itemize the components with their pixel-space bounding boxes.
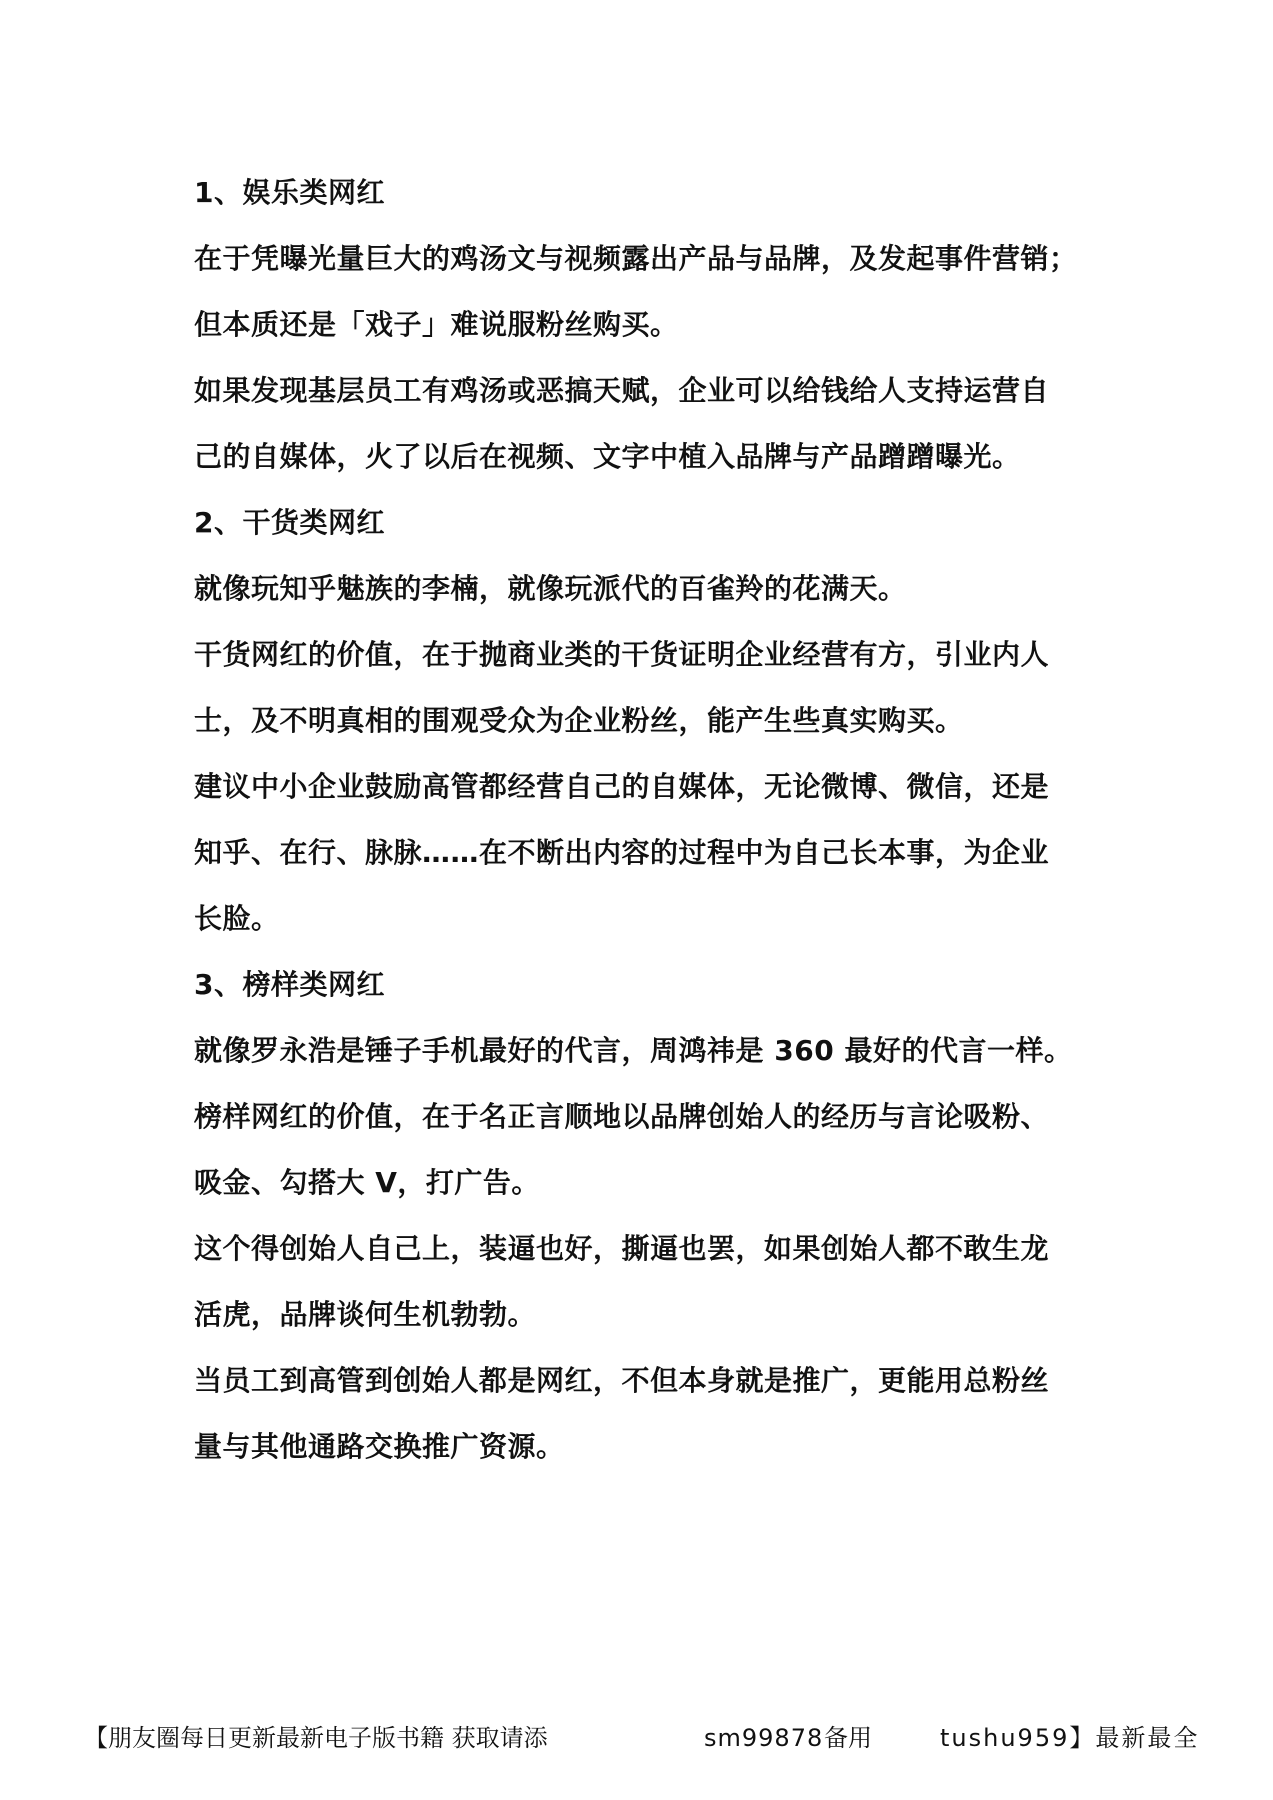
paragraph-line: 建议中小企业鼓励高管都经营自己的自媒体，无论微博、微信，还是 (194, 770, 1050, 803)
footer-watermark (84, 1718, 1204, 1758)
paragraph-line: 当员工到高管到创始人都是网红，不但本身就是推广，更能用总粉丝 (194, 1364, 1050, 1397)
paragraph-line: 就像罗永浩是锤子手机最好的代言，周鸿祎是 360 最好的代言一样。 (194, 1034, 1073, 1067)
paragraph-line: 就像玩知乎魅族的李楠，就像玩派代的百雀羚的花满天。 (194, 572, 907, 605)
footer-text-3: 备用 (824, 1724, 872, 1752)
paragraph-line: 活虎，品牌谈何生机勃勃。 (194, 1298, 537, 1331)
paragraph-line: 但本质还是「戏子」难说服粉丝购买。 (194, 308, 679, 341)
paragraph-line: 干货网红的价值，在于抛商业类的干货证明企业经营有方，引业内人 (194, 638, 1050, 671)
paragraph-line: 士，及不明真相的围观受众为企业粉丝，能产生些真实购买。 (194, 704, 964, 737)
footer-text-1: 【朋友圈每日更新最新电子版书籍 获取请添 (84, 1724, 548, 1752)
paragraph-line: 吸金、勾搭大 V，打广告。 (194, 1166, 540, 1199)
paragraph-line: 榜样网红的价值，在于名正言顺地以品牌创始人的经历与言论吸粉、 (194, 1100, 1050, 1133)
paragraph-line: 量与其他通路交换推广资源。 (194, 1430, 565, 1463)
paragraph-line: 如果发现基层员工有鸡汤或恶搞天赋，企业可以给钱给人支持运营自 (194, 374, 1050, 407)
paragraph-line: 知乎、在行、脉脉……在不断出内容的过程中为自己长本事，为企业 (194, 836, 1050, 869)
footer-text-4: tushu959】最新最全 (940, 1724, 1200, 1752)
section-heading-practical: 2、干货类网红 (194, 506, 385, 539)
paragraph-line: 在于凭曝光量巨大的鸡汤文与视频露出产品与品牌，及发起事件营销； (194, 242, 1078, 275)
paragraph-line: 长脸。 (194, 902, 280, 935)
footer-text-2: sm99878 (704, 1724, 824, 1752)
section-heading-role-model: 3、榜样类网红 (194, 968, 385, 1001)
document-body (194, 160, 1094, 1480)
section-heading-entertainment: 1、娱乐类网红 (194, 176, 385, 209)
paragraph-line: 己的自媒体，火了以后在视频、文字中植入品牌与产品蹭蹭曝光。 (194, 440, 1021, 473)
paragraph-line: 这个得创始人自己上，装逼也好，撕逼也罢，如果创始人都不敢生龙 (194, 1232, 1050, 1265)
